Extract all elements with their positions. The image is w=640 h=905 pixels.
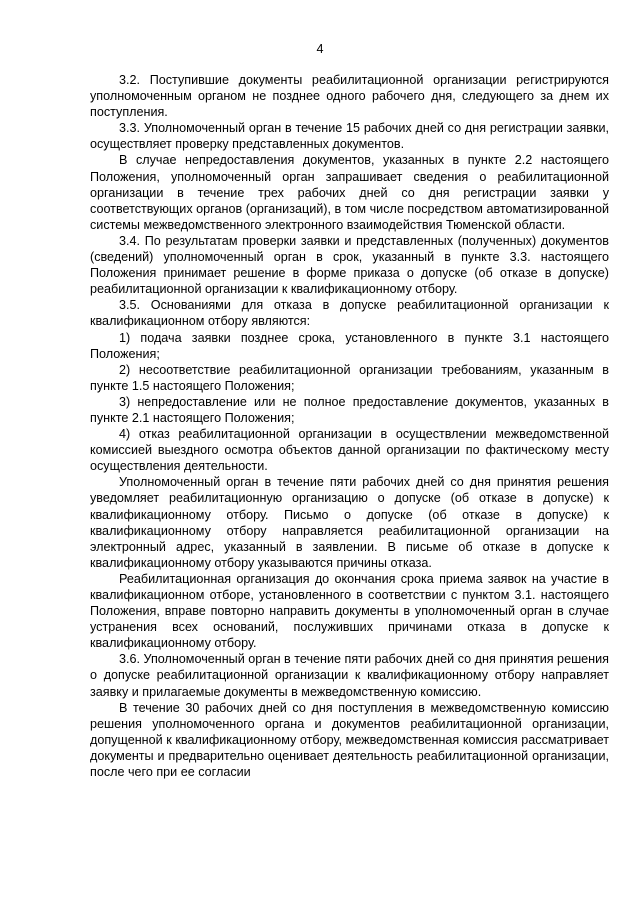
list-item-1: 1) подача заявки позднее срока, установленного в пункте 3.1 настоящего Положения; xyxy=(90,330,609,361)
page-number: 4 xyxy=(316,42,324,56)
paragraph-3-5: 3.5. Основаниями для отказа в допуске реабилитационной организации к квалификационном отбору являются: xyxy=(90,298,609,329)
list-item-3: 3) непредоставление или не полное предоставление документов, указанных в пункте 2.1 настоящего Положения; xyxy=(90,394,609,425)
paragraph-commission-review: В течение 30 рабочих дней со дня поступления в межведомственную комиссию решения уполномоченного органа и документов реабилитационной организации, допущенной к квалификационному отбору, межведомственная комиссия рассматривает документы и предварительно оценивает деятельность реабилитационной организации, после чего при ее согласии xyxy=(90,700,609,780)
paragraph-3-3-request: В случае непредоставления документов, указанных в пункте 2.2 настоящего Положения, уполномоченный орган запрашивает сведения о реабилитационной организации в течение трех рабочих дней со дня регистрации заявки у соответствующих органов (организаций), в том числе посредством автоматизированной системы межведомственного электронного взаимодействия Тюменской области. xyxy=(90,153,609,232)
paragraph-3-4: 3.4. По результатам проверки заявки и представленных (полученных) документов (сведений) уполномоченный орган в срок, указанный в пункте 3.3. настоящего Положения принимает решение в форме приказа о допуске (об отказе в допуске) реабилитационной организации к квалификационному отбору. xyxy=(90,233,609,297)
paragraph-3-6: 3.6. Уполномоченный орган в течение пяти рабочих дней со дня принятия решения о допуске реабилитационной организации к квалификационному отбору направляет заявку и прилагаемые документы в межведомственную комиссию. xyxy=(90,652,609,699)
paragraph-3-2: 3.2. Поступившие документы реабилитационной организации регистрируются уполномоченным органом не позднее одного рабочего дня, следующего за днем их поступления. xyxy=(90,73,609,120)
paragraph-notification: Уполномоченный орган в течение пяти рабочих дней со дня принятия решения уведомляет реабилитационную организацию о допуске (об отказе в допуске) к квалификационному отбору. Письмо о допуске (об отказе в допуске) к квалификационному отбору направляется реабилитационной организации на электронный адрес, указанный в заявлении. В письме об отказе в допуске к квалификационному отбору указываются причины отказа. xyxy=(90,475,609,570)
list-item-2: 2) несоответствие реабилитационной организации требованиям, указанным в пункте 1.5 настоящего Положения; xyxy=(90,362,609,393)
paragraph-resubmission: Реабилитационная организация до окончания срока приема заявок на участие в квалификационном отборе, установленного в соответствии с пунктом 3.1. настоящего Положения, вправе повторно направить документы в уполномоченный орган в случае устранения всех оснований, послуживших причинами отказа в допуске к квалификационному отбору. xyxy=(90,571,609,651)
paragraph-3-3: 3.3. Уполномоченный орган в течение 15 рабочих дней со дня регистрации заявки, осуществляет проверку представленных документов. xyxy=(90,121,609,152)
list-item-4: 4) отказ реабилитационной организации в осуществлении межведомственной комиссией выездного осмотра объектов данной организации по фактическому месту осуществления деятельности. xyxy=(90,427,609,474)
document-body xyxy=(90,72,609,780)
